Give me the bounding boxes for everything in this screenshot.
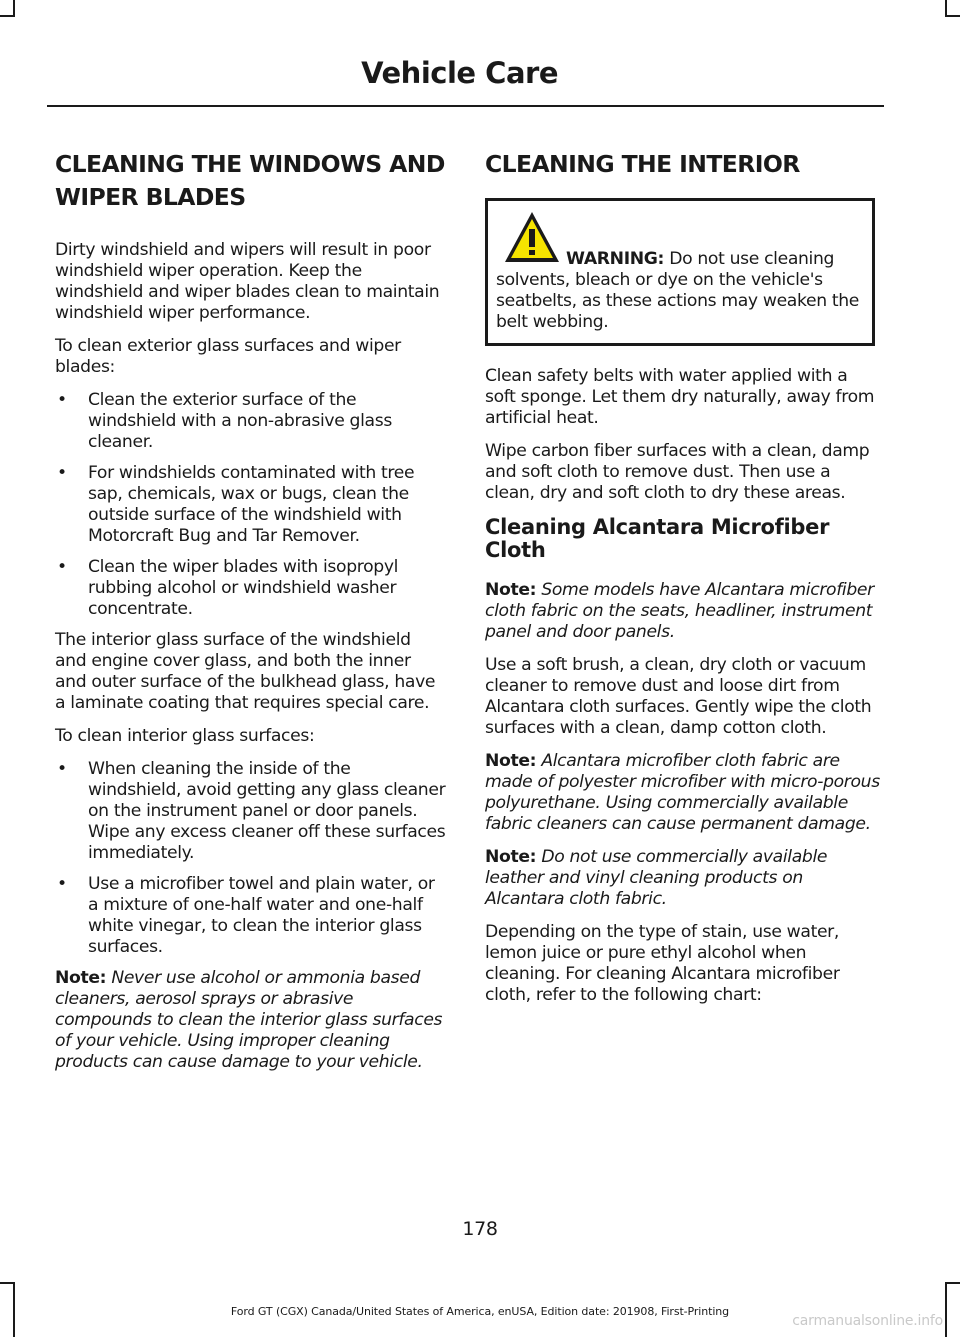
list-item: • Clean the exterior surface of the windshield with a non-abrasive glass cleaner. xyxy=(55,390,447,453)
note-text: Never use alcohol or ammonia based cleaners, aerosol sprays or abrasive compounds to clean the interior glass surfaces of your vehicle. Using improper cleaning products can cause damage to your vehicle. xyxy=(55,968,443,1072)
note-label: Note: xyxy=(485,847,537,867)
crop-mark-top-right-h xyxy=(945,15,960,17)
list-item: • Use a microfiber towel and plain water, or a mixture of one-half water and one-half white vinegar, to clean the interior glass surfaces. xyxy=(55,874,447,958)
note-glass-cleaners xyxy=(55,968,447,1073)
section-heading-interior: CLEANING THE INTERIOR xyxy=(485,150,800,178)
crop-mark-bottom-left-h xyxy=(0,1282,15,1284)
page-number: 178 xyxy=(462,1218,498,1240)
list-item: • For windshields contaminated with tree sap, chemicals, wax or bugs, clean the outside surface of the windshield with Motorcraft Bug and Tar Remover. xyxy=(55,463,447,547)
paragraph-interior-intro: To clean interior glass surfaces: xyxy=(55,726,315,746)
note-leather-vinyl xyxy=(485,847,880,910)
list-item: • Clean the wiper blades with isopropyl rubbing alcohol or windshield washer concentrate. xyxy=(55,557,447,620)
heading-line-2: WIPER BLADES xyxy=(55,183,246,211)
note-alcantara-models xyxy=(485,580,880,643)
paragraph-stain-types: Depending on the type of stain, use water, lemon juice or pure ethyl alcohol when cleaning. For cleaning Alcantara microfiber cloth, refer to the following chart: xyxy=(485,922,840,1005)
crop-mark-bottom-right-h xyxy=(945,1282,960,1284)
paragraph-dirty-windshield: Dirty windshield and wipers will result in poor windshield wiper operation. Keep the windshield and wiper blades clean to maintain windshield wiper performance. xyxy=(55,240,440,323)
watermark: carmanualsonline.info xyxy=(792,1313,943,1329)
footer-edition-info: Ford GT (CGX) Canada/United States of America, enUSA, Edition date: 201908, First-Printing xyxy=(230,1305,730,1318)
header-rule xyxy=(47,105,884,107)
paragraph-safety-belts: Clean safety belts with water applied with a soft sponge. Let them dry naturally, away from artificial heat. xyxy=(485,366,875,428)
warning-label: WARNING: xyxy=(566,249,665,269)
paragraph-soft-brush: Use a soft brush, a clean, dry cloth or vacuum cleaner to remove dust and loose dirt from Alcantara cloth surfaces. Gently wipe the cloth surfaces with a clean, damp cotton cloth. xyxy=(485,655,872,738)
left-column xyxy=(55,148,447,1085)
warning-triangle-icon xyxy=(502,209,562,265)
note-text: Alcantara microfiber cloth fabric are made of polyester microfiber with micro-porous polyurethane. Using commercially available fabric cleaners can cause permanent damage. xyxy=(485,751,880,834)
note-label: Note: xyxy=(485,580,537,600)
list-item: • When cleaning the inside of the windshield, avoid getting any glass cleaner on the instrument panel or door panels. Wipe any excess cleaner off these surfaces immediately. xyxy=(55,759,447,864)
interior-bullet-list xyxy=(55,759,447,958)
subheading-alcantara: Cleaning Alcantara Microfiber Cloth xyxy=(485,515,830,562)
paragraph-carbon-fiber: Wipe carbon fiber surfaces with a clean, damp and soft cloth to remove dust. Then use a clean, dry and soft cloth to dry these areas. xyxy=(485,441,870,503)
section-heading-windows xyxy=(55,148,447,214)
note-label: Note: xyxy=(55,968,107,988)
note-text: Do not use commercially available leather and vinyl cleaning products on Alcantara cloth fabric. xyxy=(485,847,828,909)
exterior-bullet-list xyxy=(55,390,447,620)
paragraph-exterior-intro: To clean exterior glass surfaces and wiper blades: xyxy=(55,336,401,377)
warning-box xyxy=(485,198,875,346)
heading-line-1: CLEANING THE WINDOWS AND xyxy=(55,150,445,178)
right-column xyxy=(485,148,880,1018)
crop-mark-top-left-h xyxy=(0,15,15,17)
paragraph-laminate-coating: The interior glass surface of the windshield and engine cover glass, and both the inner and outer surface of the bulkhead glass, have a laminate coating that requires special care. xyxy=(55,630,436,713)
note-label: Note: xyxy=(485,751,537,771)
page-header-title: Vehicle Care xyxy=(361,56,558,90)
note-alcantara-material xyxy=(485,751,880,835)
warning-body: Do not use cleaning solvents, bleach or dye on the vehicle's seatbelts, as these actions may weaken the belt webbing. xyxy=(496,249,860,332)
note-text: Some models have Alcantara microfiber cloth fabric on the seats, headliner, instrument panel and door panels. xyxy=(485,580,874,642)
